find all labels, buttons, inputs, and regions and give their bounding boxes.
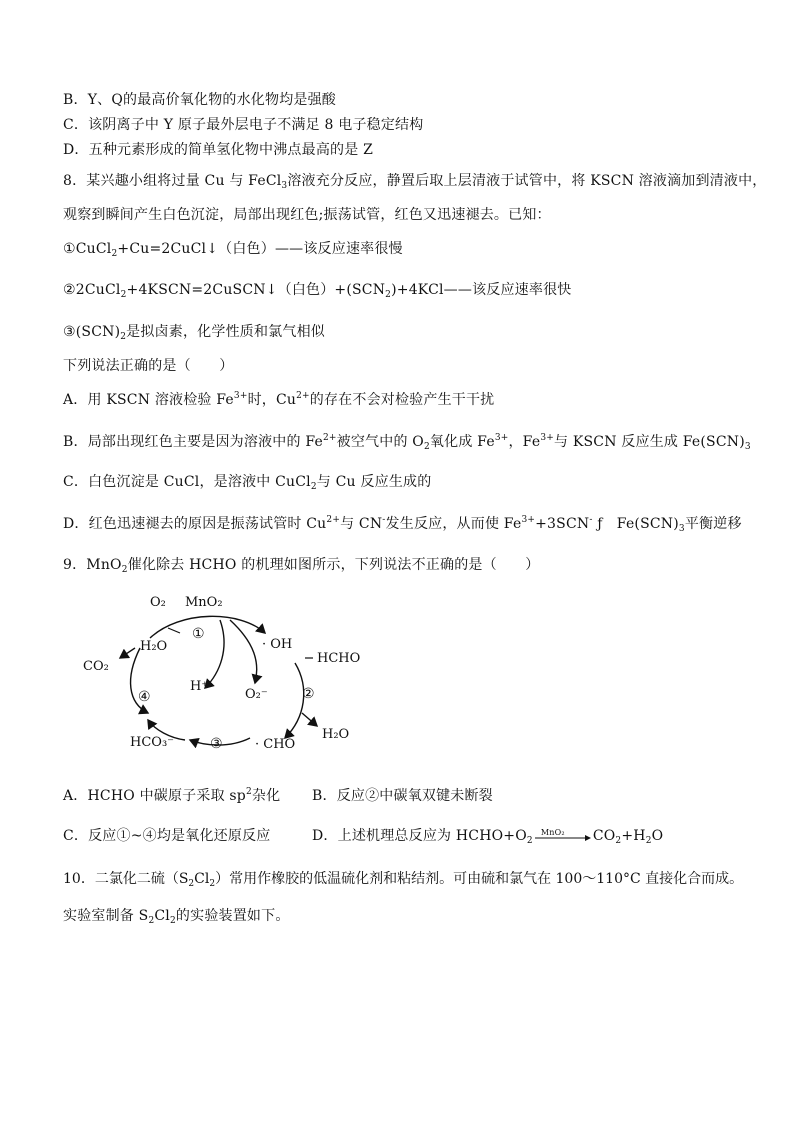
q8-stem-line2: 观察到瞬间产生白色沉淀，局部出现红色;振荡试管，红色又迅速褪去。已知： <box>63 207 551 223</box>
label-o2: O₂ <box>150 595 166 610</box>
label-hplus: H⁺ <box>190 679 209 694</box>
label-step4: ④ <box>138 689 151 705</box>
q8-reaction-3: $③(SCN)_2$是拟卤素，化学性质和氯气相似 <box>63 324 325 342</box>
arc-right <box>285 663 304 738</box>
q8-option-d: D．红色迅速褪去的原因是振荡试管时 $Cu^{2+}$与 CN-发生反应，从而使 $Fe^{3+}+3SCN^-$ ƒ $Fe(SCN)_3$平衡逆移 <box>63 515 742 534</box>
q7-option-c: C．该阴离子中 Y 原子最外层电子不满足 8 电子稳定结构 <box>63 117 424 133</box>
label-h2o-right: H₂O <box>322 727 350 742</box>
q8-reaction-1: ①CuCl$_2$+Cu=2CuCl↓（白色）——该反应速率很慢 <box>63 241 403 259</box>
catalyst-arrow: MnO₂ <box>533 829 593 843</box>
label-cho: · CHO <box>255 737 296 752</box>
q9-option-c: C．反应①~④均是氧化还原反应 <box>63 828 271 844</box>
q9-stem: 9．MnO$_2$催化除去 HCHO 的机理如图所示，下列说法不正确的是（ ） <box>63 557 540 575</box>
label-o2minus: O₂⁻ <box>245 687 268 702</box>
q7-option-b: B．Y、Q的最高价氧化物的水化物均是强酸 <box>63 92 337 108</box>
h2o-tick <box>168 628 180 633</box>
label-hcho: HCHO <box>317 651 361 666</box>
q8-stem-line1: 8．某兴趣小组将过量 Cu 与 FeCl$_3$溶液充分反应，静置后取上层清液于试管中，将 KSCN 溶液滴加到清液中， <box>63 173 767 191</box>
q8-reaction-2: ②2CuCl$_2$+4KSCN=2CuSCN↓（白色）$+(SCN_2)+4KCl——$该反应速率很快 <box>63 282 572 300</box>
q8-option-b: B．局部出现红色主要是因为溶液中的 $Fe^{2+}$被空气中的 $O_2$氧化成 $Fe^{3+}$，$Fe^{3+}$与 KSCN 反应生成 $Fe(SCN)_3$ <box>63 433 751 452</box>
label-co2: CO₂ <box>83 659 109 674</box>
arc-top <box>150 616 265 638</box>
mechanism-diagram <box>80 588 380 778</box>
label-step2: ② <box>302 686 315 702</box>
label-step3: ③ <box>210 736 223 752</box>
q10-stem-line2: 实验室制备 $S_2Cl_2$的实验装置如下。 <box>63 908 290 926</box>
arrow-to-h2o <box>302 713 317 726</box>
q8-option-c: C．白色沉淀是 CuCl，是溶液中 CuCl$_2$与 Cu 反应生成的 <box>63 474 432 492</box>
label-mno2: MnO₂ <box>185 595 223 610</box>
q10-stem-line1: 10．二氯化二硫$(S_2Cl_2)$常用作橡胶的低温硫化剂和粘结剂。可由硫和氯气在 100～110°C 直接化合而成。 <box>63 871 744 889</box>
arc-to-o2minus <box>230 620 257 683</box>
arc-to-hplus <box>205 620 224 688</box>
label-step1: ① <box>192 626 205 642</box>
q9-option-b: B．反应②中碳氧双键未断裂 <box>312 788 493 804</box>
label-hco3: HCO₃⁻ <box>130 735 175 750</box>
arrow-to-co2 <box>120 648 135 658</box>
q8-ask: 下列说法正确的是（ ） <box>63 358 234 374</box>
q7-option-d: D．五种元素形成的简单氢化物中沸点最高的是 Z <box>63 142 374 158</box>
q9-option-d: D．上述机理总反应为 $HCHO+O_2$ MnO₂ $CO_2+H_2O$ <box>312 828 664 846</box>
label-oh: · OH <box>262 637 293 652</box>
q9-option-a: A．HCHO 中碳原子采取 $sp^2$杂化 <box>63 787 281 804</box>
q8-option-a: A．用 KSCN 溶液检验 $Fe^{3+}$时，$Cu^{2+}$的存在不会对检验产生干干扰 <box>63 391 495 408</box>
label-h2o-left: H₂O <box>140 639 168 654</box>
